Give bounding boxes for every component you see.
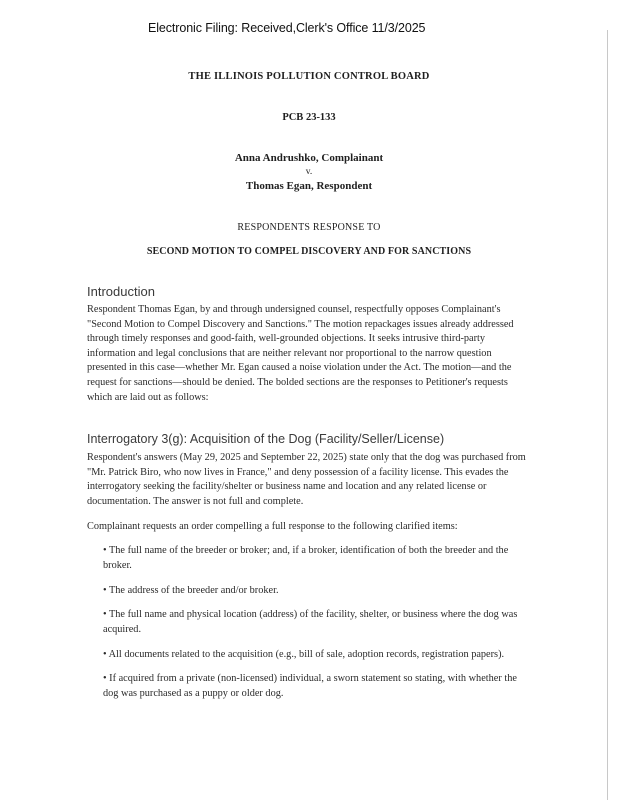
interrogatory-request-paragraph: Complainant requests an order compelling a full response to the following clarified items: [87,521,458,532]
motion-title: SECOND MOTION TO COMPEL DISCOVERY AND FOR SANCTIONS [146,246,472,257]
electronic-filing-stamp: Electronic Filing: Received,Clerk's Office 11/3/2025 [148,21,426,35]
complainant-line: Anna Andrushko, Complainant [234,152,384,164]
list-item: • All documents related to the acquisition (e.g., bill of sale, adoption records, registration papers). [103,648,505,660]
interrogatory-heading: Interrogatory 3(g): Acquisition of the Dog (Facility/Seller/License) [87,432,445,446]
respondent-line: Thomas Egan, Respondent [245,180,373,192]
list-item: • The address of the breeder and/or broker. [103,584,279,596]
list-item: • The full name and physical location (address) of the facility, shelter, or business where the dog was acquired. [103,609,518,636]
introduction-heading: Introduction [87,284,155,299]
interrogatory-answers-paragraph: Respondent's answers (May 29, 2025 and September 22, 2025) state only that the dog was purchased from "Mr. Patrick Biro, who now lives in France," and deny possession of a facility license. This evades the interrogatory seeking the facility/shelter or business name and location and any related license or documentation. The answer is not full and complete. [87,452,526,507]
list-item: • The full name of the breeder or broker; and, if a broker, identification of both the breeder and the broker. [103,545,509,571]
list-item: • If acquired from a private (non-licensed) individual, a sworn statement so stating, with whether the dog was purchased as a puppy or older dog. [103,673,517,700]
requested-items-list [103,543,521,711]
versus-line: v. [305,167,313,177]
introduction-paragraph: Respondent Thomas Egan, by and through undersigned counsel, respectfully opposes Complainant's "Second Motion to Compel Discovery and Sanctions." The motion repackages issues already addressed through timely responses and good-faith, well-grounded objections. It seeks intrusive third-party information and legal conclusions that are neither relevant nor proportional to the narrow question presented in this case—whether Mr. Egan caused a noise violation under the Act. The motion—and the request for sanctions—should be denied. The bolded sections are the responses to Petitioner's requests which are laid out as follows: [87,304,514,403]
board-name: THE ILLINOIS POLLUTION CONTROL BOARD [188,71,430,82]
response-title: RESPONDENTS RESPONSE TO [237,222,381,233]
page-edge-line [607,30,608,800]
case-number: PCB 23-133 [282,112,336,123]
